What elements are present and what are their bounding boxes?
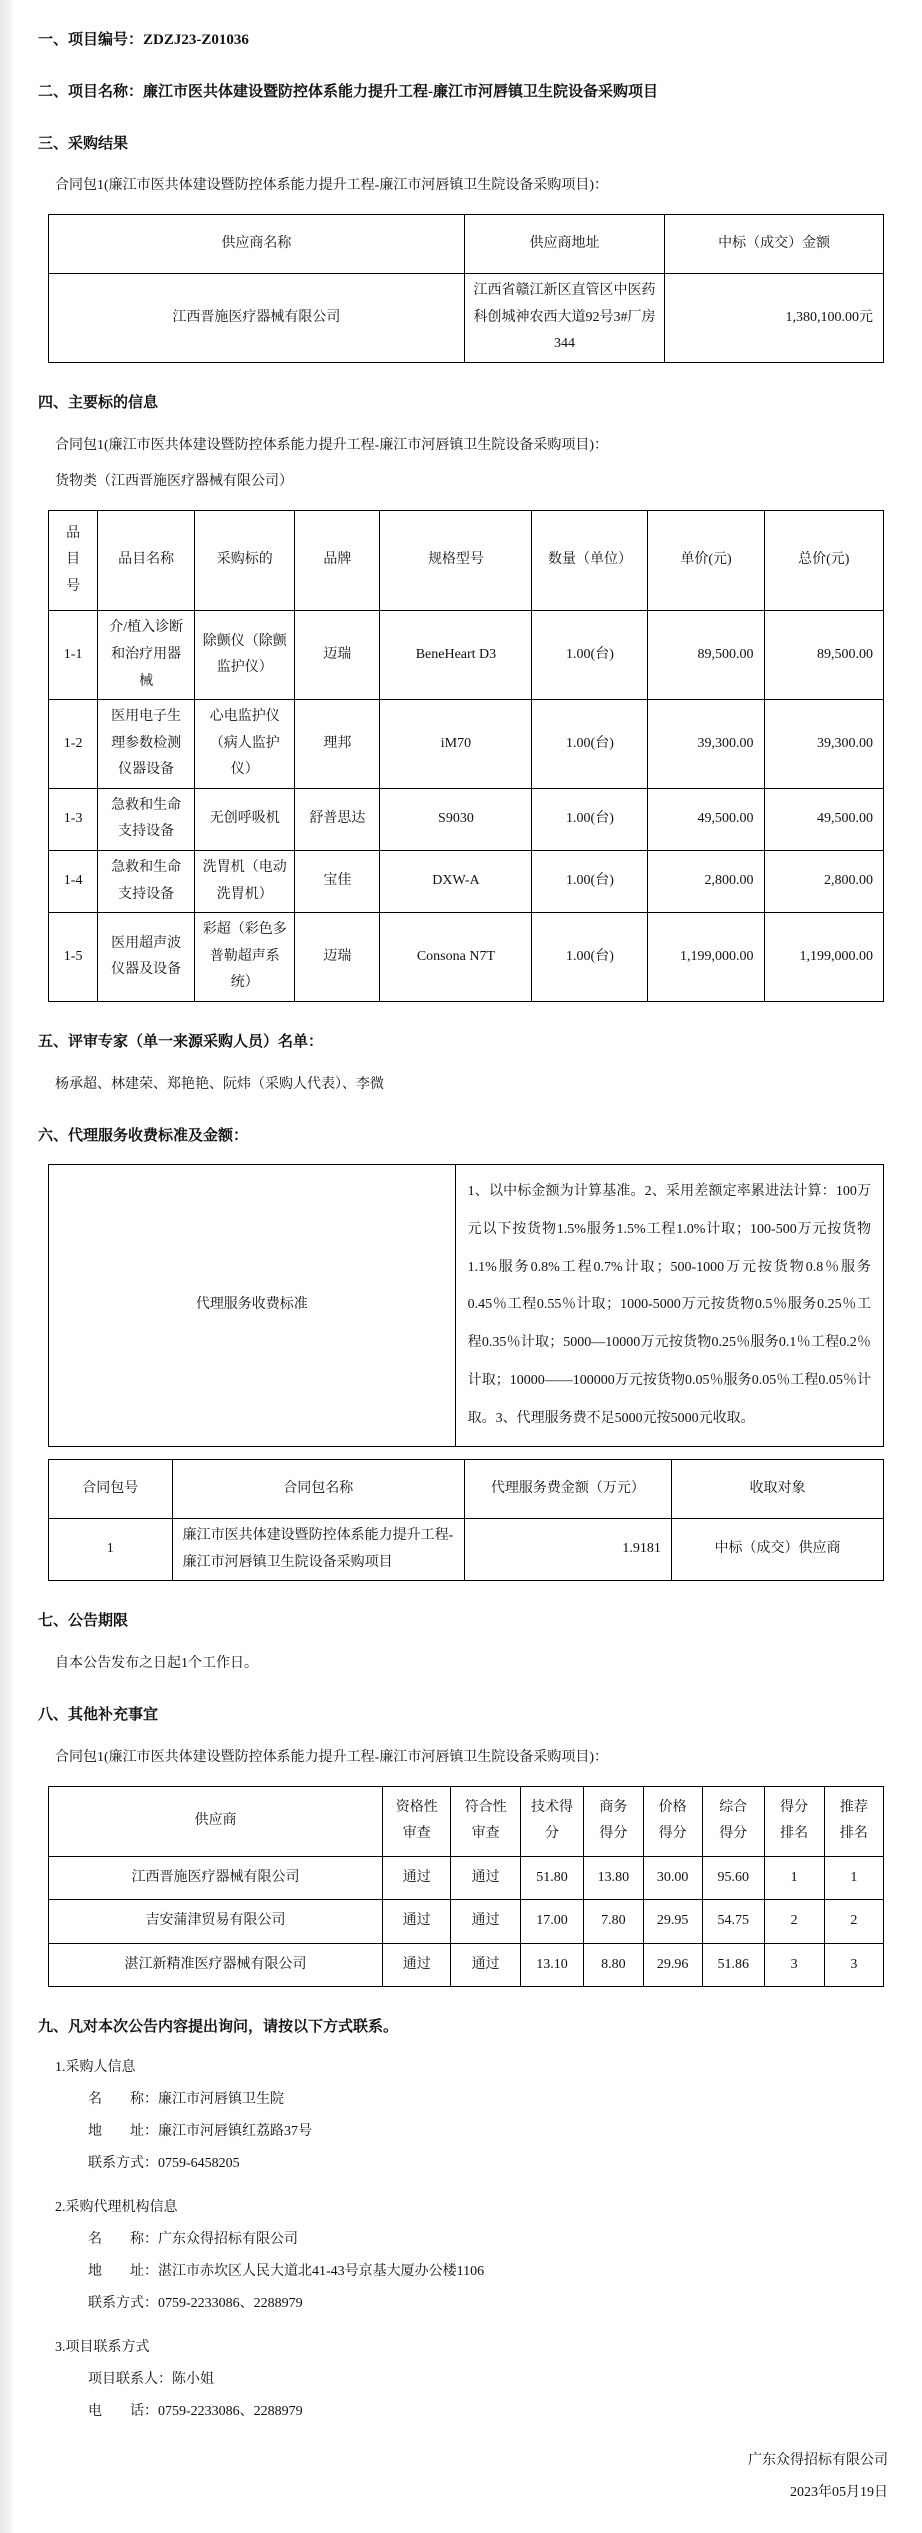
recommend-rank-cell: 3 bbox=[824, 1943, 883, 1986]
technical-score-cell: 17.00 bbox=[520, 1900, 583, 1943]
purchaser-contact-line: 联系方式：0759-6458205 bbox=[88, 2155, 240, 2171]
quantity-cell: 1.00(台) bbox=[532, 851, 648, 913]
main-subject-heading: 四、主要标的信息 bbox=[38, 395, 159, 412]
qualification-cell: 通过 bbox=[383, 1900, 451, 1943]
overall-score-cell: 95.60 bbox=[702, 1856, 764, 1899]
fee-payer-cell: 中标（成交）供应商 bbox=[671, 1519, 883, 1581]
header-supplier-name: 供应商名称 bbox=[49, 214, 465, 274]
agency-fee-heading: 六、代理服务收费标准及金额： bbox=[38, 1128, 249, 1145]
header-award-amount: 中标（成交）金额 bbox=[665, 214, 884, 274]
items-table-header-row bbox=[49, 510, 884, 611]
overall-score-cell: 54.75 bbox=[702, 1900, 764, 1943]
total-price-cell: 39,300.00 bbox=[764, 700, 883, 789]
result-table-header-row bbox=[49, 214, 884, 274]
item-no-cell: 1-5 bbox=[49, 913, 98, 1002]
fee-amount-row bbox=[49, 1519, 884, 1581]
header-supplier: 供应商 bbox=[49, 1786, 383, 1856]
procurement-result-heading: 三、采购结果 bbox=[38, 135, 129, 152]
model-cell: S9030 bbox=[380, 788, 532, 850]
project-contact-title: 3.项目联系方式 bbox=[55, 2339, 150, 2355]
items-table bbox=[48, 510, 884, 1003]
recommend-rank-cell: 1 bbox=[824, 1856, 883, 1899]
header-total-price: 总价(元) bbox=[764, 510, 883, 611]
fee-standard-text-cell: 1、以中标金额为计算基准。2、采用差额定率累进法计算：100万元以下按货物1.5%服务1.5%工程1.0%计取；100-500万元按货物1.1%服务0.8%工程0.7%计取；500-1000万元按货物0.8％服务0.45％工程0.55％计取；1000-5000万元按货物0.5％服务0.25％工程0.35％计取；5000—10000万元按货物0.25％服务0.1％工程0.2％计取；10000——100000万元按货物0.05％服务0.05％工程0.05％计取。3、代理服务费不足5000元按5000元收取。 bbox=[455, 1164, 883, 1446]
project-name-heading: 二、项目名称：廉江市医共体建设暨防控体系能力提升工程-廉江市河唇镇卫生院设备采购项目 bbox=[38, 83, 658, 100]
quantity-cell: 1.00(台) bbox=[532, 913, 648, 1002]
header-fee-amount: 代理服务费金额（万元） bbox=[464, 1459, 671, 1519]
model-cell: DXW-A bbox=[380, 851, 532, 913]
project-contact-block bbox=[38, 2333, 888, 2427]
header-overall-score: 综合得分 bbox=[702, 1786, 764, 1856]
unit-price-cell: 89,500.00 bbox=[648, 611, 764, 700]
agency-name-line: 名 称：广东众得招标有限公司 bbox=[88, 2231, 298, 2247]
header-quantity: 数量（单位） bbox=[532, 510, 648, 611]
item-row-1-2 bbox=[49, 700, 884, 789]
total-price-cell: 89,500.00 bbox=[764, 611, 883, 700]
conformity-cell: 通过 bbox=[451, 1856, 520, 1899]
header-unit-price: 单价(元) bbox=[648, 510, 764, 611]
model-cell: BeneHeart D3 bbox=[380, 611, 532, 700]
other-package-line: 合同包1(廉江市医共体建设暨防控体系能力提升工程-廉江市河唇镇卫生院设备采购项目)： bbox=[55, 1750, 608, 1766]
supplier-cell: 湛江新精准医疗器械有限公司 bbox=[49, 1943, 383, 1986]
price-score-cell: 29.96 bbox=[643, 1943, 702, 1986]
eval-row-2 bbox=[49, 1900, 884, 1943]
package-no-cell: 1 bbox=[49, 1519, 173, 1581]
item-no-cell: 1-4 bbox=[49, 851, 98, 913]
score-rank-cell: 2 bbox=[764, 1900, 824, 1943]
subject-cell: 洗胃机（电动洗胃机） bbox=[195, 851, 295, 913]
price-score-cell: 29.95 bbox=[643, 1900, 702, 1943]
brand-cell: 理邦 bbox=[295, 700, 380, 789]
header-score-rank: 得分排名 bbox=[764, 1786, 824, 1856]
award-amount-cell: 1,380,100.00元 bbox=[665, 274, 884, 363]
fee-amount-cell: 1.9181 bbox=[464, 1519, 671, 1581]
item-no-cell: 1-1 bbox=[49, 611, 98, 700]
result-package-line: 合同包1(廉江市医共体建设暨防控体系能力提升工程-廉江市河唇镇卫生院设备采购项目)： bbox=[55, 178, 608, 194]
item-name-cell: 介/植入诊断和治疗用器械 bbox=[98, 611, 195, 700]
unit-price-cell: 1,199,000.00 bbox=[648, 913, 764, 1002]
evaluation-table bbox=[48, 1786, 884, 1987]
header-package-name: 合同包名称 bbox=[172, 1459, 464, 1519]
business-score-cell: 7.80 bbox=[584, 1900, 643, 1943]
fee-standard-table bbox=[48, 1164, 884, 1447]
project-contact-phone-line: 电 话：0759-2233086、2288979 bbox=[88, 2403, 303, 2419]
purchaser-address-line: 地 址：廉江市河唇镇红荔路37号 bbox=[88, 2123, 312, 2139]
item-row-1-5 bbox=[49, 913, 884, 1002]
agency-info-title: 2.采购代理机构信息 bbox=[55, 2199, 178, 2215]
eval-row-3 bbox=[49, 1943, 884, 1986]
item-name-cell: 急救和生命支持设备 bbox=[98, 851, 195, 913]
supplier-cell: 吉安蒲津贸易有限公司 bbox=[49, 1900, 383, 1943]
price-score-cell: 30.00 bbox=[643, 1856, 702, 1899]
recommend-rank-cell: 2 bbox=[824, 1900, 883, 1943]
overall-score-cell: 51.86 bbox=[702, 1943, 764, 1986]
item-name-cell: 医用超声波仪器及设备 bbox=[98, 913, 195, 1002]
brand-cell: 宝佳 bbox=[295, 851, 380, 913]
business-score-cell: 8.80 bbox=[584, 1943, 643, 1986]
model-cell: iM70 bbox=[380, 700, 532, 789]
brand-cell: 舒普思达 bbox=[295, 788, 380, 850]
subject-cell: 彩超（彩色多普勒超声系统） bbox=[195, 913, 295, 1002]
quantity-cell: 1.00(台) bbox=[532, 788, 648, 850]
header-qualification-review: 资格性审查 bbox=[383, 1786, 451, 1856]
business-score-cell: 13.80 bbox=[584, 1856, 643, 1899]
total-price-cell: 1,199,000.00 bbox=[764, 913, 883, 1002]
total-price-cell: 2,800.00 bbox=[764, 851, 883, 913]
score-rank-cell: 1 bbox=[764, 1856, 824, 1899]
item-no-cell: 1-2 bbox=[49, 700, 98, 789]
quantity-cell: 1.00(台) bbox=[532, 700, 648, 789]
result-table bbox=[48, 214, 884, 363]
agency-info-block bbox=[38, 2193, 888, 2319]
header-procurement-subject: 采购标的 bbox=[195, 510, 295, 611]
technical-score-cell: 51.80 bbox=[520, 1856, 583, 1899]
supplier-cell: 江西晋施医疗器械有限公司 bbox=[49, 1856, 383, 1899]
brand-cell: 迈瑞 bbox=[295, 611, 380, 700]
purchaser-info-block bbox=[38, 2053, 888, 2179]
technical-score-cell: 13.10 bbox=[520, 1943, 583, 1986]
conformity-cell: 通过 bbox=[451, 1900, 520, 1943]
header-conformity-review: 符合性审查 bbox=[451, 1786, 520, 1856]
package-name-cell: 廉江市医共体建设暨防控体系能力提升工程-廉江市河唇镇卫生院设备采购项目 bbox=[172, 1519, 464, 1581]
brand-cell: 迈瑞 bbox=[295, 913, 380, 1002]
fee-amount-header-row bbox=[49, 1459, 884, 1519]
eval-header-row bbox=[49, 1786, 884, 1856]
signature-block bbox=[38, 2445, 888, 2509]
signature-date: 2023年05月19日 bbox=[790, 2484, 888, 2500]
header-price-score: 价格得分 bbox=[643, 1786, 702, 1856]
header-fee-payer: 收取对象 bbox=[671, 1459, 883, 1519]
header-item-no: 品目号 bbox=[49, 510, 98, 611]
eval-row-1 bbox=[49, 1856, 884, 1899]
header-model: 规格型号 bbox=[380, 510, 532, 611]
supplier-address-cell: 江西省赣江新区直管区中医药科创城神农西大道92号3#厂房344 bbox=[464, 274, 664, 363]
total-price-cell: 49,500.00 bbox=[764, 788, 883, 850]
experts-list: 杨承超、林建荣、郑艳艳、阮炜（采购人代表）、李微 bbox=[55, 1076, 384, 1092]
unit-price-cell: 39,300.00 bbox=[648, 700, 764, 789]
signature-company: 广东众得招标有限公司 bbox=[748, 2452, 888, 2468]
unit-price-cell: 2,800.00 bbox=[648, 851, 764, 913]
agency-contact-line: 联系方式：0759-2233086、2288979 bbox=[88, 2295, 303, 2311]
item-row-1-1 bbox=[49, 611, 884, 700]
item-row-1-3 bbox=[49, 788, 884, 850]
page-left-edge bbox=[0, 0, 13, 2533]
header-technical-score: 技术得分 bbox=[520, 1786, 583, 1856]
result-table-row bbox=[49, 274, 884, 363]
review-experts-heading: 五、评审专家（单一来源采购人员）名单： bbox=[38, 1034, 324, 1051]
contact-section-heading: 九、凡对本次公告内容提出询问，请按以下方式联系。 bbox=[38, 2018, 399, 2035]
subject-cell: 除颤仪（除颤监护仪） bbox=[195, 611, 295, 700]
conformity-cell: 通过 bbox=[451, 1943, 520, 1986]
item-no-cell: 1-3 bbox=[49, 788, 98, 850]
subject-cell: 心电监护仪（病人监护仪） bbox=[195, 700, 295, 789]
header-brand: 品牌 bbox=[295, 510, 380, 611]
score-rank-cell: 3 bbox=[764, 1943, 824, 1986]
header-package-no: 合同包号 bbox=[49, 1459, 173, 1519]
item-name-cell: 医用电子生理参数检测仪器设备 bbox=[98, 700, 195, 789]
header-supplier-address: 供应商地址 bbox=[464, 214, 664, 274]
model-cell: Consona N7T bbox=[380, 913, 532, 1002]
agency-address-line: 地 址：湛江市赤坎区人民大道北41-43号京基大厦办公楼1106 bbox=[88, 2263, 485, 2279]
qualification-cell: 通过 bbox=[383, 1943, 451, 1986]
header-item-name: 品目名称 bbox=[98, 510, 195, 611]
announcement-period-heading: 七、公告期限 bbox=[38, 1613, 129, 1630]
fee-amount-table bbox=[48, 1459, 884, 1582]
unit-price-cell: 49,500.00 bbox=[648, 788, 764, 850]
quantity-cell: 1.00(台) bbox=[532, 611, 648, 700]
project-contact-person-line: 项目联系人：陈小姐 bbox=[88, 2371, 214, 2387]
goods-category-line: 货物类（江西晋施医疗器械有限公司） bbox=[55, 474, 293, 490]
announcement-period-text: 自本公告发布之日起1个工作日。 bbox=[55, 1656, 258, 1672]
header-recommend-rank: 推荐排名 bbox=[824, 1786, 883, 1856]
subject-package-line: 合同包1(廉江市医共体建设暨防控体系能力提升工程-廉江市河唇镇卫生院设备采购项目)： bbox=[55, 437, 608, 453]
item-name-cell: 急救和生命支持设备 bbox=[98, 788, 195, 850]
fee-standard-row bbox=[49, 1164, 884, 1446]
subject-cell: 无创呼吸机 bbox=[195, 788, 295, 850]
purchaser-info-title: 1.采购人信息 bbox=[55, 2059, 136, 2075]
item-row-1-4 bbox=[49, 851, 884, 913]
project-number-heading: 一、项目编号：ZDZJ23-Z01036 bbox=[38, 32, 249, 48]
qualification-cell: 通过 bbox=[383, 1856, 451, 1899]
fee-standard-label-cell: 代理服务收费标准 bbox=[49, 1164, 456, 1446]
other-matters-heading: 八、其他补充事宜 bbox=[38, 1707, 159, 1724]
header-business-score: 商务得分 bbox=[584, 1786, 643, 1856]
supplier-name-cell: 江西晋施医疗器械有限公司 bbox=[49, 274, 465, 363]
purchaser-name-line: 名 称：廉江市河唇镇卫生院 bbox=[88, 2091, 284, 2107]
